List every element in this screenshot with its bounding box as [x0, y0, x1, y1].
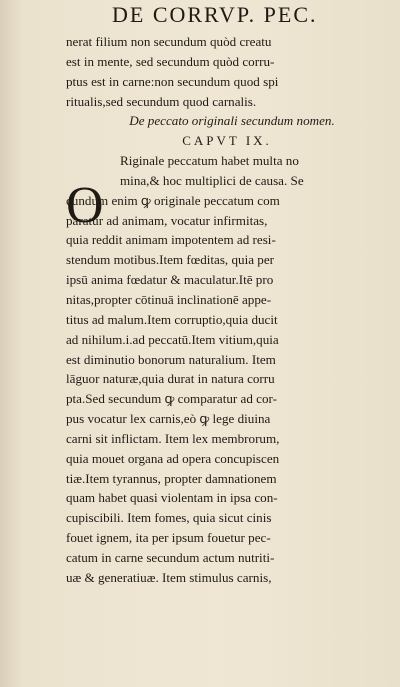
- text-line: cundum enim ꝙ originale peccatum com: [66, 192, 280, 208]
- text-line: catum in carne secundum actum nutriti-: [66, 549, 275, 565]
- text-line: pus vocatur lex carnis,eò ꝙ lege diuina: [66, 411, 271, 427]
- text-line: tiæ.Item tyrannus, propter damnationem: [66, 470, 277, 486]
- text-line: nerat filium non secundum quòd creatu: [66, 34, 272, 49]
- text-line: stendum motibus.Item fœditas, quia per: [66, 252, 275, 268]
- text-line: quia mouet organa ad opera concupiscen: [66, 450, 280, 466]
- text-line: quia reddit animam impotentem ad resi-: [66, 232, 276, 248]
- drop-cap: O: [66, 177, 104, 234]
- chapter-label: CAPVT IX.: [182, 133, 272, 149]
- text-line: est in mente, sed secundum quòd corru-: [66, 53, 275, 69]
- text-block: [66, 32, 388, 588]
- running-head: DE CORRVP. PEC.: [112, 2, 318, 27]
- text-line: ritualis,sed secundum quod carnalis.: [66, 93, 257, 109]
- text-line: quam habet quasi violentam in ipsa con-: [66, 490, 278, 506]
- text-line: paratur ad animam, vocatur infirmitas,: [66, 212, 268, 228]
- text-line: est diminutio bonorum naturalium. Item: [66, 351, 276, 367]
- text-line: uæ & generatiuæ. Item stimulus carnis,: [66, 569, 272, 585]
- text-line: fouet ignem, ita per ipsum fouetur pec-: [66, 530, 271, 546]
- text-line: titus ad malum.Item corruptio,quia ducit: [66, 311, 278, 327]
- text-line: ipsū anima fœdatur & maculatur.Itē pro: [66, 272, 274, 288]
- text-line: pta.Sed secundum ꝙ comparatur ad cor-: [66, 391, 277, 407]
- text-line: Riginale peccatum habet multa no: [120, 153, 299, 169]
- text-line: lāguor naturæ,quia durat in natura corru: [66, 371, 275, 387]
- text-line: cupiscibili. Item fomes, quia sicut cinis: [66, 510, 272, 526]
- section-heading: De peccato originali secundum nomen.: [129, 113, 335, 129]
- text-line: mina,& hoc multiplici de causa. Se: [120, 172, 304, 188]
- text-line: ad nihilum.i.ad peccatū.Item vitium,quia: [66, 331, 279, 347]
- text-line: ptus est in carne:non secundum quod spi: [66, 73, 279, 89]
- text-line: nitas,propter cōtinuā inclinationē appe-: [66, 291, 272, 307]
- text-line: carni sit inflictam. Item lex membrorum,: [66, 430, 280, 446]
